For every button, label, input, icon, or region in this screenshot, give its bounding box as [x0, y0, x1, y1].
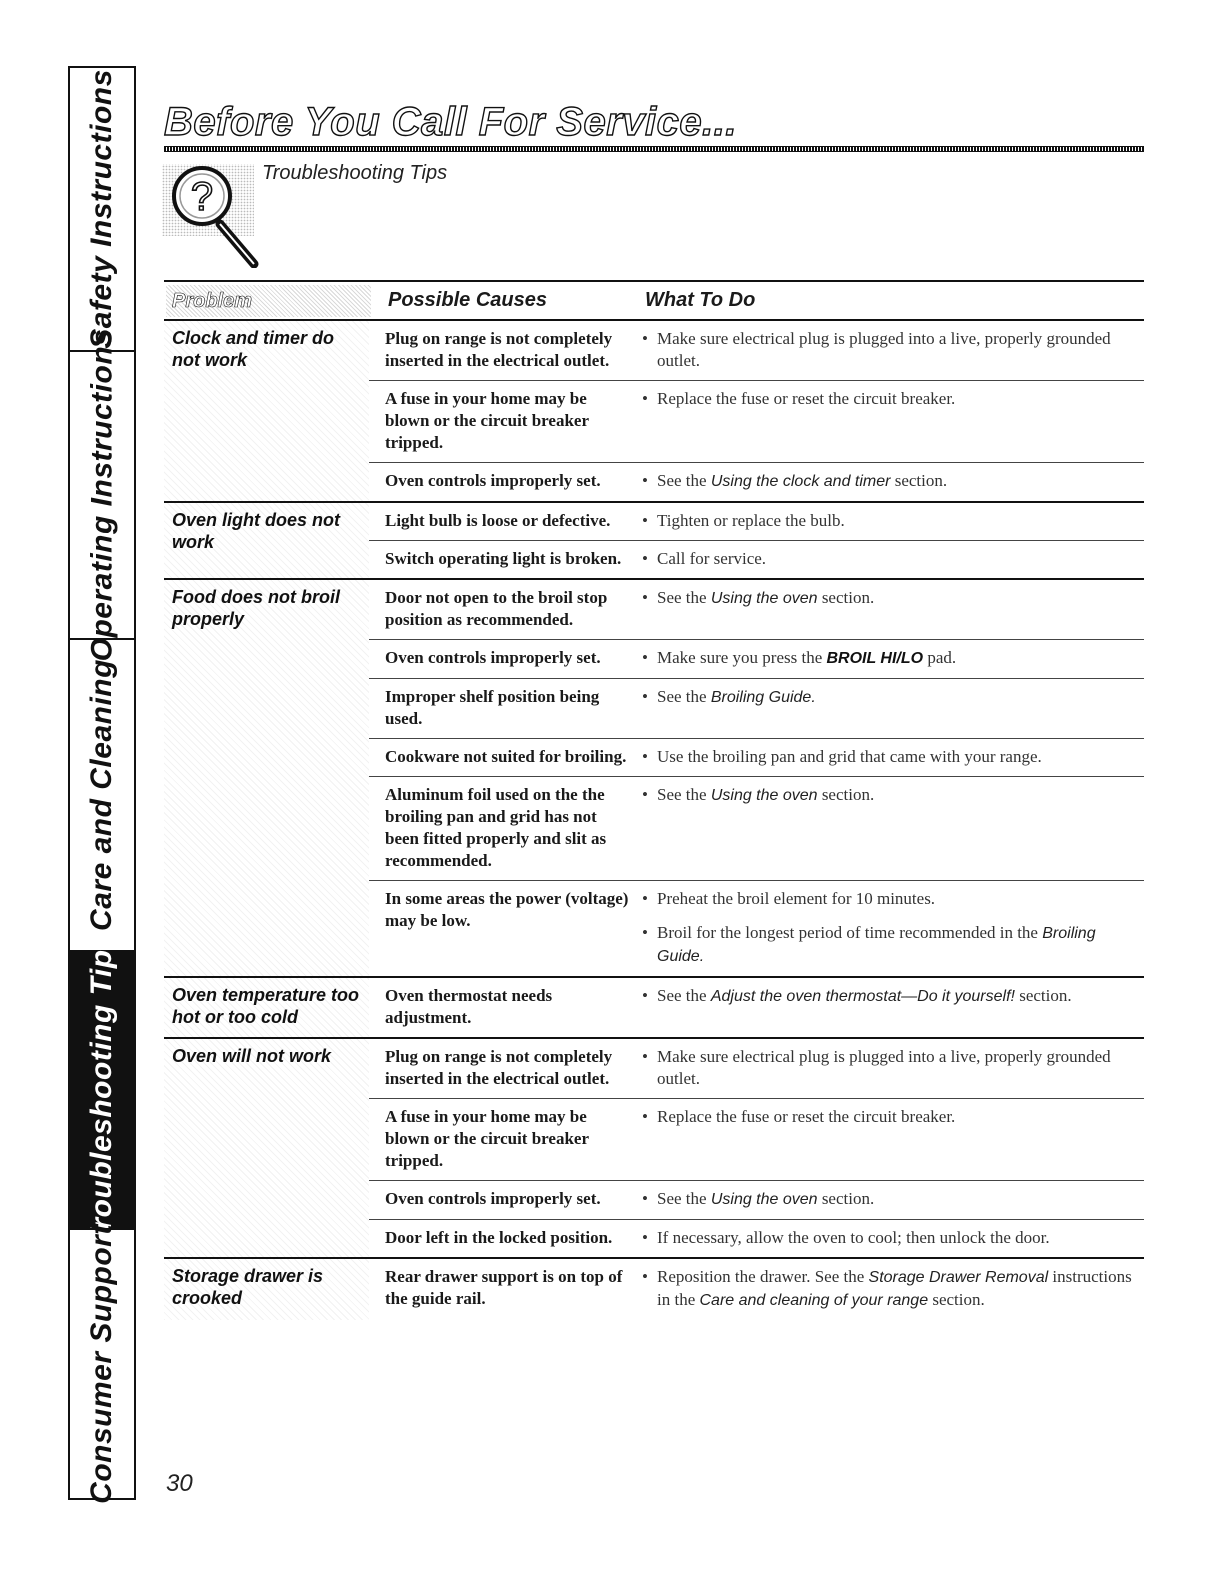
table-row: [369, 503, 1144, 540]
cause-rows: [369, 580, 1144, 976]
problem-label: Oven temperature too hot or too cold: [164, 978, 369, 1037]
table-row: [369, 880, 1144, 976]
side-tab-consumer-support[interactable]: [70, 1224, 134, 1504]
possible-cause: A fuse in your home may be blown or the circuit breaker tripped.: [385, 1107, 589, 1170]
what-to-do: [640, 739, 1144, 776]
what-to-do: [640, 1220, 1144, 1257]
remedy-text: Replace the fuse or reset the circuit breaker.: [657, 1107, 956, 1126]
possible-cause: Oven controls improperly set.: [385, 471, 601, 490]
problem-label: Food does not broil properly: [164, 580, 369, 976]
side-tab-troubleshooting-tips[interactable]: [70, 932, 134, 1248]
remedy-bullet: [640, 686, 1144, 709]
remedy-bullet: [640, 1106, 1144, 1128]
what-to-do: [640, 381, 1144, 462]
remedy-text: Reposition the drawer. See the: [657, 1267, 869, 1286]
remedy-text: Preheat the broil element for 10 minutes.: [657, 889, 936, 908]
remedy-text: See the: [657, 471, 711, 490]
what-to-do: [640, 978, 1144, 1037]
table-row: [369, 580, 1144, 639]
remedy-text: If necessary, allow the oven to cool; then unlock the door.: [657, 1228, 1050, 1247]
remedy-text: section.: [928, 1290, 985, 1309]
remedy-bullet: [640, 548, 1144, 570]
remedy-text: Broil for the longest period of time recommended in the: [657, 923, 1043, 942]
side-navigation: [68, 66, 136, 1504]
what-to-do: [640, 1181, 1144, 1219]
possible-cause: Door left in the locked position.: [385, 1228, 613, 1247]
cause-rows: [369, 1259, 1144, 1320]
possible-cause: Plug on range is not completely inserted in the electrical outlet.: [385, 1047, 613, 1088]
problem-group: [164, 321, 1144, 503]
remedy-bullet: [640, 647, 1144, 670]
header-possible-causes: Possible Causes: [388, 289, 547, 311]
problem-group: [164, 503, 1144, 580]
table-row: [369, 776, 1144, 880]
remedy-bullet: [640, 1046, 1144, 1090]
what-to-do: [640, 777, 1144, 880]
remedy-text: section.: [817, 1189, 875, 1208]
possible-cause: Oven thermostat needs adjustment.: [385, 986, 553, 1027]
problem-label: Oven light does not work: [164, 503, 369, 578]
cause-rows: [369, 1039, 1144, 1257]
problem-label: Clock and timer do not work: [164, 321, 369, 501]
emphasis-text: Broiling Guide.: [657, 925, 1096, 965]
side-tab-label: Troubleshooting Tips: [85, 932, 118, 1248]
problem-group: [164, 978, 1144, 1039]
remedy-text: Make sure you press the: [657, 648, 827, 667]
remedy-bullet: [640, 784, 1144, 807]
problem-group: [164, 1259, 1144, 1320]
what-to-do: [640, 321, 1144, 380]
remedy-bullet: [640, 587, 1144, 610]
table-row: [369, 978, 1144, 1037]
magnifier-question-icon: [162, 156, 262, 268]
table-row: [369, 639, 1144, 678]
cause-rows: [369, 321, 1144, 501]
page-number: 30: [166, 1470, 193, 1497]
remedy-text: section.: [817, 785, 875, 804]
emphasis-text: Broiling Guide.: [710, 689, 816, 706]
cause-rows: [369, 503, 1144, 578]
page-title: Before You Call For Service...: [164, 100, 737, 144]
section-subtitle: Troubleshooting Tips: [262, 162, 448, 184]
what-to-do: [640, 541, 1144, 578]
side-tab-label: Care and Cleaning: [85, 659, 118, 931]
cause-rows: [369, 978, 1144, 1037]
side-tab-operating-instructions[interactable]: [70, 328, 134, 662]
what-to-do: [640, 503, 1144, 540]
remedy-text: Replace the fuse or reset the circuit breaker.: [657, 389, 956, 408]
emphasis-text: Using the oven: [710, 1191, 818, 1208]
problem-label: Storage drawer is crooked: [164, 1259, 369, 1320]
problem-group: [164, 580, 1144, 978]
side-tab-label: Operating Instructions: [85, 328, 119, 662]
possible-cause: Door not open to the broil stop position as recommended.: [385, 588, 608, 629]
side-tab-care-and-cleaning[interactable]: [70, 638, 134, 950]
table-row: [369, 1259, 1144, 1320]
remedy-text: See the: [657, 1189, 711, 1208]
table-row: [369, 462, 1144, 501]
table-row: [369, 1039, 1144, 1098]
remedy-text: Use the broiling pan and grid that came with your range.: [657, 747, 1042, 766]
remedy-text: Call for service.: [657, 549, 767, 568]
remedy-text: pad.: [923, 648, 957, 667]
possible-cause: Aluminum foil used on the the broiling pan and grid has not been fitted properly and slit as recommended.: [385, 785, 607, 870]
possible-cause: Cookware not suited for broiling.: [385, 747, 627, 766]
emphasis-text: Using the clock and timer: [710, 473, 891, 490]
remedy-bullet: [640, 888, 1144, 910]
side-tab-label: Consumer Support: [85, 1224, 119, 1504]
troubleshooting-table: [164, 280, 1144, 1320]
remedy-text: section.: [817, 588, 875, 607]
what-to-do: [640, 1099, 1144, 1180]
emphasis-text: Using the oven: [710, 590, 818, 607]
remedy-bullet: [640, 470, 1144, 493]
remedy-text: section.: [890, 471, 948, 490]
possible-cause: Light bulb is loose or defective.: [385, 511, 611, 530]
side-tab-safety-instructions[interactable]: [70, 68, 134, 350]
table-body: [164, 321, 1144, 1320]
remedy-text: section.: [1014, 986, 1072, 1005]
table-row: [369, 380, 1144, 462]
table-row: [369, 738, 1144, 776]
question-mark-glyph: ?: [190, 175, 214, 219]
what-to-do: [640, 640, 1144, 678]
remedy-bullet: [640, 388, 1144, 410]
remedy-bullet: [640, 1227, 1144, 1249]
title-divider: [164, 146, 1144, 152]
possible-cause: In some areas the power (voltage) may be low.: [385, 889, 629, 930]
problem-label: Oven will not work: [164, 1039, 369, 1257]
what-to-do: [640, 580, 1144, 639]
what-to-do: [640, 881, 1144, 976]
remedy-bullet: [640, 746, 1144, 768]
possible-cause: Oven controls improperly set.: [385, 1189, 601, 1208]
remedy-bullet: [640, 328, 1144, 372]
header-problem: Problem: [166, 285, 371, 317]
remedy-bullet: [640, 510, 1144, 532]
table-row: [369, 1180, 1144, 1219]
possible-cause: Rear drawer support is on top of the guide rail.: [385, 1267, 623, 1308]
possible-cause: Oven controls improperly set.: [385, 648, 601, 667]
what-to-do: [640, 1039, 1144, 1098]
possible-cause: Improper shelf position being used.: [385, 687, 600, 728]
table-row: [369, 540, 1144, 578]
possible-cause: A fuse in your home may be blown or the circuit breaker tripped.: [385, 389, 589, 452]
table-header: [164, 280, 1144, 321]
remedy-text: See the: [657, 986, 711, 1005]
remedy-text: See the: [657, 687, 711, 706]
emphasis-text: Care and cleaning of your range: [699, 1292, 929, 1309]
what-to-do: [640, 1259, 1144, 1320]
problem-group: [164, 1039, 1144, 1259]
remedy-bullet: [640, 922, 1144, 968]
emphasis-text: BROIL HI/LO: [826, 650, 924, 667]
header-what-to-do: What To Do: [645, 289, 756, 311]
table-row: [369, 1219, 1144, 1257]
possible-cause: Plug on range is not completely inserted in the electrical outlet.: [385, 329, 613, 370]
remedy-text: Tighten or replace the bulb.: [657, 511, 845, 530]
table-row: [369, 321, 1144, 380]
remedy-bullet: [640, 985, 1144, 1008]
table-row: [369, 1098, 1144, 1180]
remedy-text: instructions in the: [657, 1267, 1132, 1309]
emphasis-text: Using the oven: [710, 787, 818, 804]
what-to-do: [640, 679, 1144, 738]
what-to-do: [640, 463, 1144, 501]
side-tab-label: Safety Instructions: [85, 69, 118, 349]
table-row: [369, 678, 1144, 738]
remedy-bullet: [640, 1188, 1144, 1211]
remedy-text: Make sure electrical plug is plugged into a live, properly grounded outlet.: [657, 1047, 1111, 1088]
emphasis-text: Adjust the oven thermostat—Do it yourself!: [710, 988, 1015, 1005]
possible-cause: Switch operating light is broken.: [385, 549, 622, 568]
remedy-bullet: [640, 1266, 1144, 1312]
remedy-text: See the: [657, 785, 711, 804]
emphasis-text: Storage Drawer Removal: [868, 1269, 1049, 1286]
remedy-text: See the: [657, 588, 711, 607]
remedy-text: Make sure electrical plug is plugged into a live, properly grounded outlet.: [657, 329, 1111, 370]
